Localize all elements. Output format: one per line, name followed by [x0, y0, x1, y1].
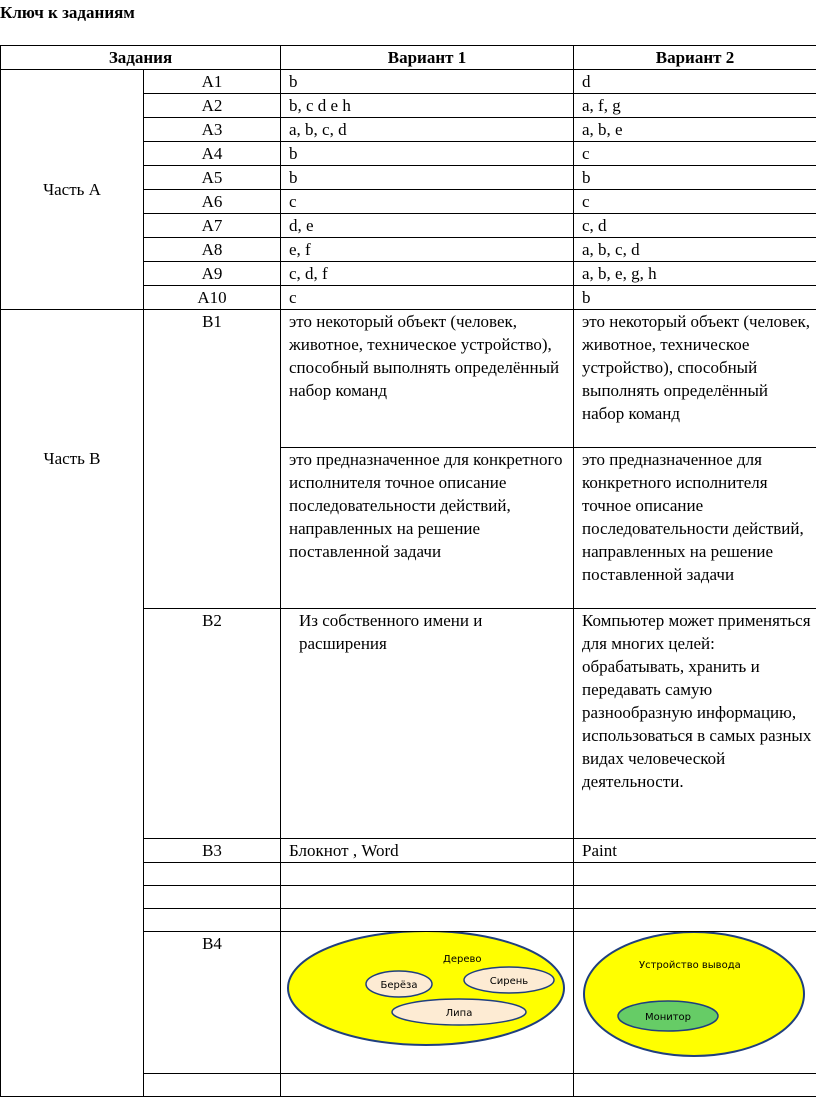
variant-1-answer: Из собственного имени и расширения: [281, 609, 574, 839]
task-cell: В4: [144, 932, 281, 1074]
variant-2-answer: c: [574, 142, 816, 166]
variant-2-answer: c, d: [574, 214, 816, 238]
variant-2-answer: это предназначенное для конкретного исполнителя точное описание последовательности действий, направленных на решение поставленной задачи: [574, 448, 816, 609]
variant-1-answer: Блокнот , Word: [281, 839, 574, 863]
document-title: Ключ к заданиям: [0, 3, 135, 22]
variant-2-diagram-cell: [574, 932, 816, 1074]
inner-label: Монитор: [644, 1012, 692, 1023]
header-variant-1: Вариант 1: [281, 46, 574, 70]
task-cell: А7: [144, 214, 281, 238]
outer-label: Устройство вывода: [639, 960, 741, 971]
variant-2-answer: b: [574, 286, 816, 310]
variant-1-answer: b, c d e h: [281, 94, 574, 118]
variant-1-answer: это некоторый объект (человек, животное, техническое устройство), способный выполнять определённый набор команд: [281, 310, 574, 448]
answer-key-table: [0, 45, 816, 1097]
variant-1-answer: это предназначенное для конкретного исполнителя точное описание последовательности действий, направленных на решение поставленной задачи: [281, 448, 574, 609]
task-cell: А1: [144, 70, 281, 94]
task-cell: В3: [144, 839, 281, 863]
inner-label: Берёза: [380, 980, 418, 991]
variant-1-answer: b: [281, 142, 574, 166]
output-device-euler-diagram: [574, 932, 816, 1073]
variant-1-answer: c: [281, 190, 574, 214]
variant-2-answer: Компьютер может применяться для многих целей: обрабатывать, хранить и передавать самую разнообразную информацию, использоваться в самых разных видах человеческой деятельности.: [574, 609, 816, 839]
part-b-label: Часть В: [1, 310, 144, 1097]
inner-label: Сирень: [489, 976, 529, 987]
task-cell: А2: [144, 94, 281, 118]
outer-label: Дерево: [443, 954, 482, 965]
table-row: [1, 310, 816, 448]
variant-2-answer: a, b, c, d: [574, 238, 816, 262]
task-cell: В2: [144, 609, 281, 839]
table-row: [1, 70, 816, 94]
task-cell: А9: [144, 262, 281, 286]
header-variant-2: Вариант 2: [574, 46, 816, 70]
variant-1-answer: c: [281, 286, 574, 310]
variant-2-answer: d: [574, 70, 816, 94]
variant-1-answer: b: [281, 166, 574, 190]
variant-1-answer: e, f: [281, 238, 574, 262]
outer-ellipse: [584, 932, 804, 1056]
task-cell: А6: [144, 190, 281, 214]
variant-1-answer: d, e: [281, 214, 574, 238]
task-cell: А5: [144, 166, 281, 190]
variant-1-answer: b: [281, 70, 574, 94]
variant-2-answer: c: [574, 190, 816, 214]
task-cell: А8: [144, 238, 281, 262]
inner-label: Липа: [445, 1008, 473, 1019]
tree-euler-diagram: [281, 932, 574, 1073]
task-cell: А4: [144, 142, 281, 166]
variant-1-answer: c, d, f: [281, 262, 574, 286]
variant-2-answer: a, b, e: [574, 118, 816, 142]
variant-1-answer: a, b, c, d: [281, 118, 574, 142]
variant-2-answer: Paint: [574, 839, 816, 863]
part-a-label: Часть А: [1, 70, 144, 310]
variant-2-answer: это некоторый объект (человек, животное, техническое устройство), способный выполнять определённый набор команд: [574, 310, 816, 448]
variant-2-answer: a, f, g: [574, 94, 816, 118]
task-cell: А10: [144, 286, 281, 310]
variant-2-answer: b: [574, 166, 816, 190]
task-cell: А3: [144, 118, 281, 142]
task-cell: В1: [144, 310, 281, 609]
header-tasks: Задания: [1, 46, 281, 70]
header-row: [1, 46, 816, 70]
variant-1-diagram-cell: [281, 932, 574, 1074]
variant-2-answer: a, b, e, g, h: [574, 262, 816, 286]
